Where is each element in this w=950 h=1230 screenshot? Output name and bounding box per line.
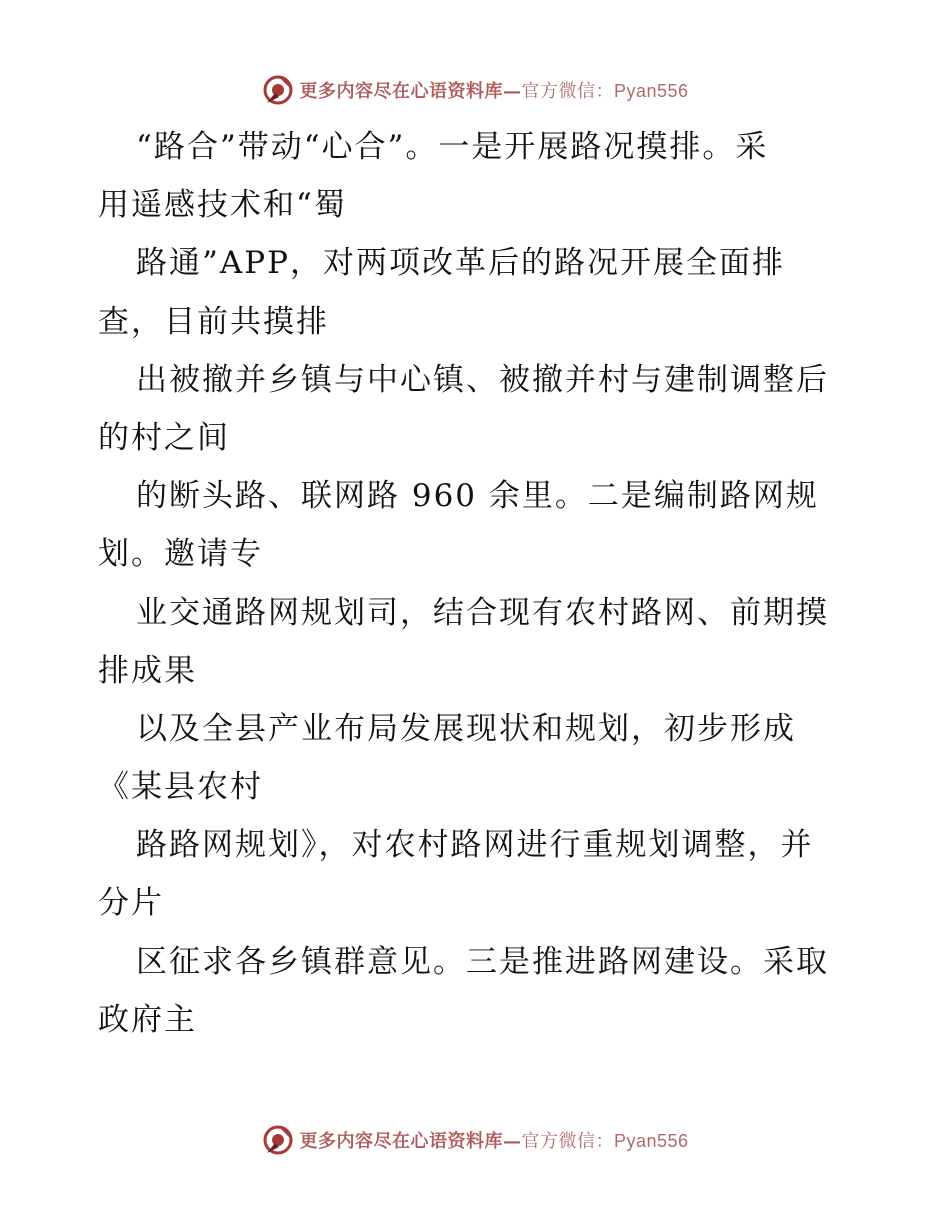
footer-banner xyxy=(0,1120,950,1160)
text-line: 区征求各乡镇群意见。三是推进路网建设。采取 xyxy=(136,943,829,980)
footer-banner-text: 更多内容尽在心语资料库—官方微信：Pyan556 xyxy=(299,1131,689,1152)
text-line: “路合”带动“心合”。一是开展路况摸排。采 xyxy=(136,129,769,165)
header-banner-text: 更多内容尽在心语资料库—官方微信：Pyan556 xyxy=(299,81,689,102)
text-line: 查，目前共摸排 xyxy=(98,303,329,340)
text-line: 排成果 xyxy=(98,652,197,689)
text-line: 《某县农村 xyxy=(98,769,263,806)
text-line: 用遥感技术和“蜀 xyxy=(98,187,347,224)
text-line: 的村之间 xyxy=(98,419,230,456)
text-line: 的断头路、联网路 960 余里。二是编制路网规 xyxy=(136,478,819,515)
text-line: 路通”APP，对两项改革后的路况开展全面排 xyxy=(136,245,785,282)
pen-logo-icon xyxy=(261,73,295,107)
text-line: 以及全县产业布局发展现状和规划，初步形成 xyxy=(136,710,796,747)
header-banner xyxy=(0,70,950,110)
text-line: 出被撤并乡镇与中心镇、被撤并村与建制调整后 xyxy=(136,361,829,398)
text-line: 划。邀请专 xyxy=(98,536,263,573)
document-body xyxy=(98,118,858,1049)
pen-logo-icon xyxy=(261,1123,295,1157)
text-line: 分片 xyxy=(98,885,164,922)
text-line: 路路网规划》，对农村路网进行重规划调整，并 xyxy=(136,827,814,864)
text-line: 业交通路网规划司，结合现有农村路网、前期摸 xyxy=(136,594,829,631)
text-line: 政府主 xyxy=(98,1001,197,1038)
